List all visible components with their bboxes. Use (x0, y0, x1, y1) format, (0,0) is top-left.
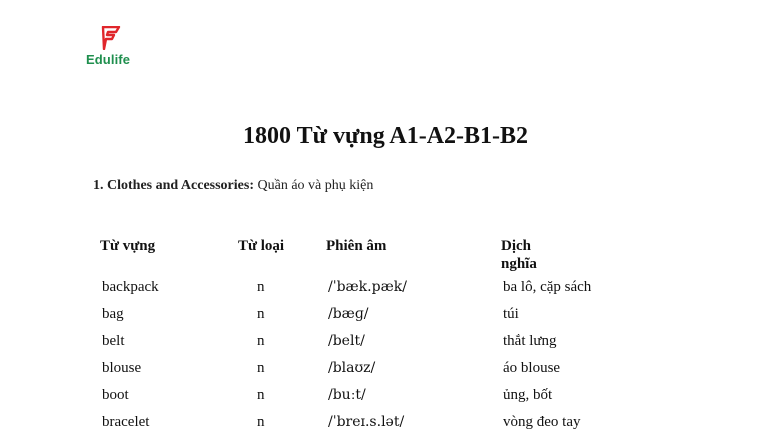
table-row (0, 332, 784, 359)
section-heading-vietnamese: Quần áo và phụ kiện (257, 178, 374, 193)
row-meaning: vòng đeo tay (503, 414, 581, 430)
row-type: n (257, 333, 265, 349)
table-row (0, 413, 784, 440)
row-word: bracelet (102, 414, 150, 430)
row-word: boot (102, 387, 129, 403)
edulife-logo-text: Edulife (86, 52, 131, 67)
edulife-logo (86, 26, 136, 70)
header-phonetic: Phiên âm (326, 238, 387, 254)
row-word: blouse (102, 360, 142, 376)
row-meaning: ba lô, cặp sách (503, 279, 592, 295)
page-title: 1800 Từ vựng A1-A2-B1-B2 (243, 123, 529, 149)
row-type: n (257, 360, 265, 376)
row-meaning: túi (503, 306, 519, 322)
row-word: bag (102, 306, 124, 322)
row-type: n (257, 279, 265, 295)
table-row (0, 278, 784, 305)
row-phonetic: /bæɡ/ (328, 306, 369, 322)
section-heading (93, 178, 373, 194)
header-word: Từ vựng (100, 238, 156, 254)
row-meaning: áo blouse (503, 360, 561, 376)
row-word: belt (102, 333, 125, 349)
table-row (0, 386, 784, 413)
row-phonetic: /belt/ (328, 333, 365, 349)
row-phonetic: /ˈbreɪ.s.lət/ (328, 414, 405, 430)
edulife-logo-mark-icon (100, 26, 122, 50)
row-phonetic: /ˈbæk.pæk/ (328, 279, 407, 295)
row-phonetic: /buːt/ (328, 387, 366, 403)
row-phonetic: /blaʊz/ (328, 360, 376, 376)
row-type: n (257, 306, 265, 322)
row-meaning: ủng, bốt (503, 387, 553, 403)
row-word: backpack (102, 279, 159, 295)
table-row (0, 359, 784, 386)
table-row (0, 305, 784, 332)
row-type: n (257, 414, 265, 430)
section-heading-english: 1. Clothes and Accessories: (93, 178, 254, 193)
row-type: n (257, 387, 265, 403)
header-type: Từ loại (238, 238, 285, 254)
header-meaning: Dịch nghĩa (501, 238, 537, 272)
row-meaning: thắt lưng (503, 333, 557, 349)
